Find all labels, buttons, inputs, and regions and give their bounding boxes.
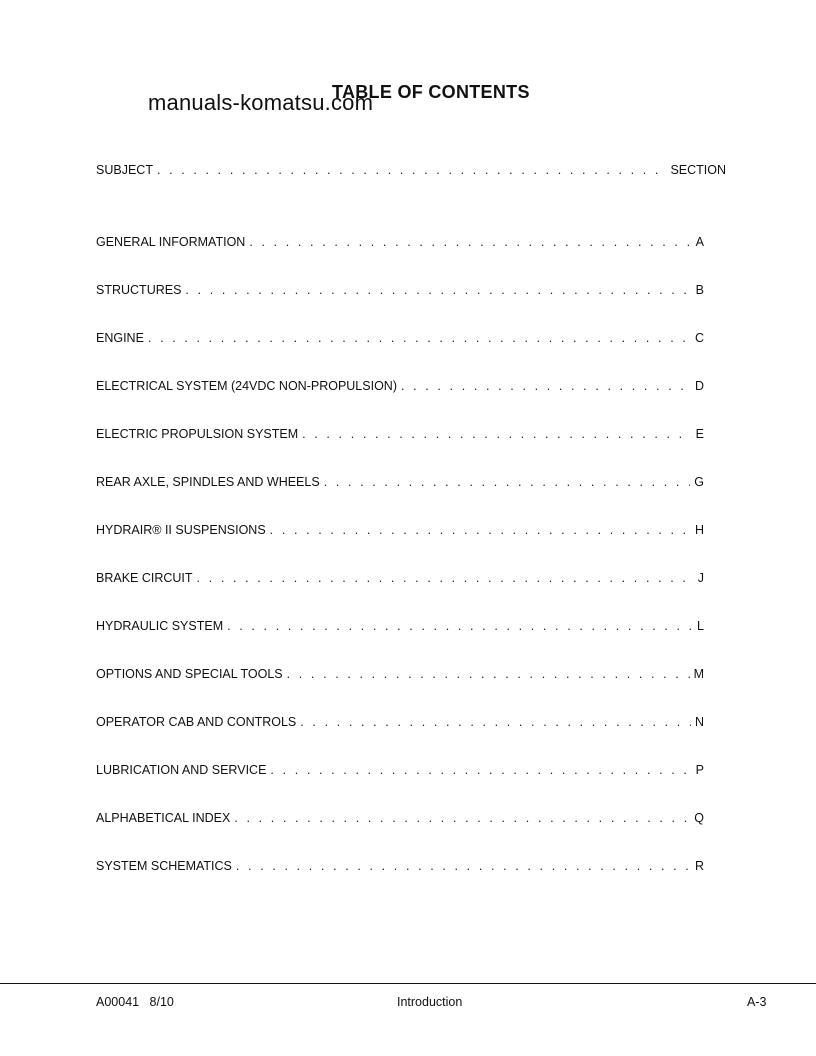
toc-leader-dots xyxy=(227,619,693,633)
toc-entry xyxy=(96,619,704,635)
toc-entry-subject: HYDRAIR® II SUSPENSIONS xyxy=(96,523,266,537)
toc-entry-section: C xyxy=(694,331,704,345)
toc-entry-subject: SYSTEM SCHEMATICS xyxy=(96,859,232,873)
toc-leader-dots xyxy=(148,331,691,345)
toc-entry xyxy=(96,379,704,395)
toc-entry-subject: ENGINE xyxy=(96,331,144,345)
toc-leader-dots xyxy=(324,475,691,489)
toc-section-header: SECTION xyxy=(670,163,726,177)
toc-entry xyxy=(96,667,704,683)
toc-entry xyxy=(96,523,704,539)
footer-doc-code: A00041 8/10 xyxy=(96,995,174,1009)
toc-entry xyxy=(96,571,704,587)
toc-leader-dots xyxy=(236,859,691,873)
toc-entry-subject: ALPHABETICAL INDEX xyxy=(96,811,231,825)
toc-entry xyxy=(96,811,704,827)
watermark-text: manuals-komatsu.com xyxy=(148,90,374,115)
toc-leader-dots xyxy=(300,715,691,729)
toc-header-row xyxy=(96,163,726,179)
toc-leader-dots xyxy=(270,523,691,537)
toc-entry-subject: REAR AXLE, SPINDLES AND WHEELS xyxy=(96,475,320,489)
toc-entry-subject: OPTIONS AND SPECIAL TOOLS xyxy=(96,667,283,681)
page-title: TABLE OF CONTENTS xyxy=(332,82,530,102)
toc-leader-dots xyxy=(249,235,691,249)
toc-entry xyxy=(96,283,704,299)
toc-entry-section: D xyxy=(694,379,704,393)
toc-entry-section: M xyxy=(693,667,704,681)
toc-entry-subject: LUBRICATION AND SERVICE xyxy=(96,763,267,777)
toc-entry-subject: STRUCTURES xyxy=(96,283,182,297)
toc-entry-section: G xyxy=(694,475,704,489)
toc-leader-dots xyxy=(157,163,666,177)
toc-entry-subject: ELECTRIC PROPULSION SYSTEM xyxy=(96,427,299,441)
toc-leader-dots xyxy=(234,811,690,825)
toc-leader-dots xyxy=(302,427,692,441)
toc-leader-dots xyxy=(401,379,691,393)
toc-entry-section: J xyxy=(697,571,704,585)
toc-entry-section: Q xyxy=(694,811,704,825)
toc-subject-header: SUBJECT xyxy=(96,163,153,177)
toc-entry-subject: OPERATOR CAB AND CONTROLS xyxy=(96,715,297,729)
toc-entry-section: L xyxy=(697,619,704,633)
toc-entry-section: P xyxy=(695,763,704,777)
toc-entry-section: B xyxy=(695,283,704,297)
toc-entry xyxy=(96,331,704,347)
toc-entry-subject: ELECTRICAL SYSTEM (24VDC NON-PROPULSION) xyxy=(96,379,397,393)
toc-entry xyxy=(96,427,704,443)
toc-entry xyxy=(96,859,704,875)
toc-entry xyxy=(96,475,704,491)
footer-page-number: A-3 xyxy=(747,995,767,1009)
toc-leader-dots xyxy=(287,667,690,681)
toc-entry-section: H xyxy=(694,523,704,537)
toc-leader-dots xyxy=(270,763,691,777)
footer-chapter: Introduction xyxy=(397,995,463,1009)
toc-entry xyxy=(96,715,704,731)
toc-entry-section: R xyxy=(694,859,704,873)
toc-leader-dots xyxy=(185,283,691,297)
toc-entry-section: A xyxy=(695,235,704,249)
toc-entry-subject: HYDRAULIC SYSTEM xyxy=(96,619,224,633)
footer-divider xyxy=(0,983,816,984)
toc-leader-dots xyxy=(197,571,694,585)
toc-entry-section: N xyxy=(694,715,704,729)
toc-entry-subject: GENERAL INFORMATION xyxy=(96,235,246,249)
toc-entry xyxy=(96,235,704,251)
toc-entry-subject: BRAKE CIRCUIT xyxy=(96,571,193,585)
toc-entry-section: E xyxy=(695,427,704,441)
toc-entry xyxy=(96,763,704,779)
